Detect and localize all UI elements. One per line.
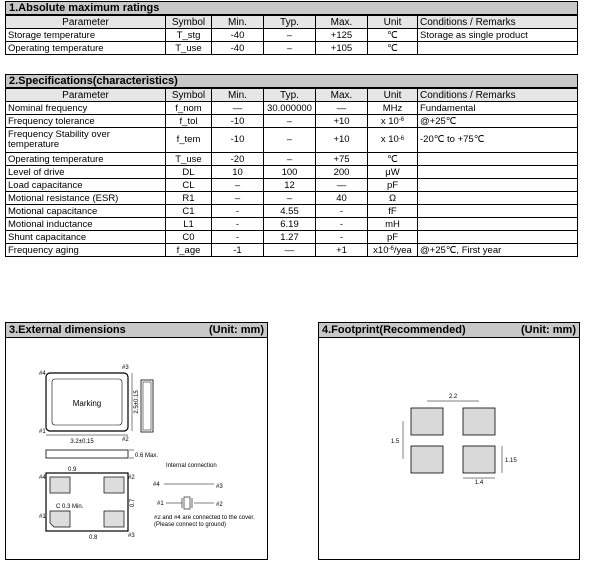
table-cell: f_nom (166, 102, 212, 115)
table-header-row (6, 16, 578, 29)
absolute-max-ratings-section (5, 1, 578, 55)
table-cell: +10 (316, 115, 368, 128)
table-cell: Fundamental (418, 102, 578, 115)
table-cell (418, 153, 578, 166)
table-cell: +1 (316, 244, 368, 257)
table-cell: Nominal frequency (6, 102, 166, 115)
unit-exponent: -6 (398, 116, 405, 123)
table-cell: Load capacitance (6, 179, 166, 192)
footprint-pad-bottom-right (463, 446, 495, 473)
table-cell: Storage as single product (418, 29, 578, 42)
bottom-pin2-label: #2 (128, 475, 135, 481)
table-cell: – (264, 115, 316, 128)
table-cell: – (212, 179, 264, 192)
pin2-label: #2 (122, 437, 129, 443)
table-cell: - (316, 218, 368, 231)
specifications-table (5, 88, 578, 257)
table-cell: Ω (368, 192, 418, 205)
package-front-view (46, 450, 128, 458)
table-cell: R1 (166, 192, 212, 205)
footprint-dim-bottom: 1.4 (474, 480, 484, 486)
table-cell: μW (368, 166, 418, 179)
table-cell: 40 (316, 192, 368, 205)
table-cell: 30.000000 (264, 102, 316, 115)
corner-label: C 0.3 Min. (56, 504, 84, 510)
table-cell: pF (368, 231, 418, 244)
table-row (6, 166, 578, 179)
column-header: Min. (212, 16, 264, 29)
panel-unit: (Unit: mm) (209, 324, 264, 336)
table-cell: C1 (166, 205, 212, 218)
table-cell: @+25℃ (418, 115, 578, 128)
table-cell (418, 231, 578, 244)
specifications-section (5, 74, 578, 257)
table-cell: Motional capacitance (6, 205, 166, 218)
table-cell: ℃ (368, 153, 418, 166)
table-cell: f_age (166, 244, 212, 257)
table-cell: Frequency tolerance (6, 115, 166, 128)
column-header: Typ. (264, 89, 316, 102)
column-header: Typ. (264, 16, 316, 29)
table-cell: – (264, 128, 316, 153)
table-cell: — (264, 244, 316, 257)
table-cell: – (264, 29, 316, 42)
table-cell: - (212, 205, 264, 218)
panel-header (319, 323, 579, 338)
table-cell: -1 (212, 244, 264, 257)
column-header: Conditions / Remarks (418, 16, 578, 29)
table-cell (418, 218, 578, 231)
column-header: Symbol (166, 16, 212, 29)
table-row (6, 244, 578, 257)
table-cell: Level of drive (6, 166, 166, 179)
table-cell: +125 (316, 29, 368, 42)
column-header: Symbol (166, 89, 212, 102)
panel-unit: (Unit: mm) (521, 324, 576, 336)
column-header: Parameter (6, 16, 166, 29)
column-header: Unit (368, 89, 418, 102)
table-cell (368, 115, 418, 128)
table-cell (368, 128, 418, 153)
table-cell: DL (166, 166, 212, 179)
section-title: 2.Specifications(characteristics) (5, 74, 578, 88)
schematic-pin4: #4 (153, 482, 160, 488)
table-cell: 200 (316, 166, 368, 179)
panel-title: 4.Footprint(Recommended) (322, 324, 466, 336)
table-cell: -40 (212, 29, 264, 42)
footprint-dim-top: 2.2 (448, 394, 458, 400)
unit-exponent: -6 (388, 245, 394, 252)
table-header-row (6, 89, 578, 102)
table-cell: Operating temperature (6, 42, 166, 55)
table-cell: -20 (212, 153, 264, 166)
table-cell: +75 (316, 153, 368, 166)
unit-base: x10 (373, 244, 389, 256)
table-cell (418, 192, 578, 205)
table-row (6, 218, 578, 231)
table-cell: - (316, 205, 368, 218)
table-cell: -10 (212, 128, 264, 153)
table-cell: +10 (316, 128, 368, 153)
table-cell: – (264, 192, 316, 205)
bottom-pin3-label: #3 (128, 533, 135, 539)
table-cell: -40 (212, 42, 264, 55)
table-cell: Storage temperature (6, 29, 166, 42)
marking-label: Marking (72, 399, 102, 408)
table-cell: L1 (166, 218, 212, 231)
table-row (6, 29, 578, 42)
connection-note: #2 and #4 are connected to the cover. (Please connect to ground) (154, 515, 255, 528)
table-row (6, 42, 578, 55)
column-header: Max. (316, 16, 368, 29)
external-dimensions-drawing (6, 338, 267, 558)
table-cell: - (212, 218, 264, 231)
table-cell: — (316, 102, 368, 115)
table-cell: – (264, 153, 316, 166)
table-cell: — (212, 102, 264, 115)
table-cell: f_tol (166, 115, 212, 128)
table-cell: - (212, 231, 264, 244)
table-cell: T_use (166, 153, 212, 166)
table-cell: — (316, 179, 368, 192)
table-cell (418, 42, 578, 55)
table-cell: Operating temperature (6, 153, 166, 166)
table-cell (418, 166, 578, 179)
column-header: Unit (368, 16, 418, 29)
table-row (6, 179, 578, 192)
table-cell: CL (166, 179, 212, 192)
table-cell: 6.19 (264, 218, 316, 231)
internal-connection-label: Internal connection (166, 463, 217, 469)
unit-base: x 10 (380, 134, 399, 145)
table-cell: Motional resistance (ESR) (6, 192, 166, 205)
table-cell: – (264, 42, 316, 55)
unit-suffix: /yea (393, 244, 412, 256)
crystal-symbol (184, 497, 190, 509)
pin4-label: #4 (39, 371, 46, 377)
panel-header (6, 323, 267, 338)
unit-base: x 10 (380, 115, 399, 127)
pad-1 (50, 511, 70, 527)
table-cell: T_use (166, 42, 212, 55)
table-cell: pF (368, 179, 418, 192)
section-title: 1.Absolute maximum ratings (5, 1, 578, 15)
table-cell: -10 (212, 115, 264, 128)
table-cell: 1.27 (264, 231, 316, 244)
footprint-pad-bottom-left (411, 446, 443, 473)
bottom-pin4-label: #4 (39, 475, 46, 481)
pad-dimension-c: 0.8 (89, 535, 98, 541)
column-header: Parameter (6, 89, 166, 102)
footprint-pad-top-right (463, 408, 495, 435)
pad-dimension-a: 0.9 (68, 467, 77, 473)
table-row (6, 192, 578, 205)
schematic-pin1: #1 (157, 501, 164, 507)
table-cell: -20℃ to +75℃ (418, 128, 578, 153)
column-header: Min. (212, 89, 264, 102)
table-cell (418, 205, 578, 218)
bottom-pin1-label: #1 (39, 514, 46, 520)
table-cell: 4.55 (264, 205, 316, 218)
table-cell: Shunt capacitance (6, 231, 166, 244)
pin1-label: #1 (39, 429, 46, 435)
pad-2 (104, 511, 124, 527)
schematic-pin3: #3 (216, 484, 223, 490)
table-cell: T_stg (166, 29, 212, 42)
pad-dimension-b: 0.7 (130, 498, 136, 508)
footprint-dim-left: 1.5 (390, 439, 400, 445)
internal-connection-schematic (153, 482, 223, 509)
footprint-drawing (319, 338, 579, 558)
pad-4 (50, 477, 70, 493)
pin3-label: #3 (122, 365, 129, 371)
table-cell: @+25℃, First year (418, 244, 578, 257)
table-cell: – (212, 192, 264, 205)
column-header: Max. (316, 89, 368, 102)
table-cell: Frequency aging (6, 244, 166, 257)
footprint-panel (318, 322, 580, 560)
table-cell: 12 (264, 179, 316, 192)
table-cell (418, 179, 578, 192)
table-cell: MHz (368, 102, 418, 115)
panel-title: 3.External dimensions (9, 324, 126, 336)
table-cell (368, 244, 418, 257)
table-row (6, 128, 578, 153)
table-row (6, 102, 578, 115)
table-cell: ℃ (368, 29, 418, 42)
absolute-max-ratings-table (5, 15, 578, 55)
table-cell: f_tem (166, 128, 212, 153)
external-dimensions-panel (5, 322, 268, 560)
table-row (6, 231, 578, 244)
table-cell: 100 (264, 166, 316, 179)
width-dimension: 3.2±0.15 (70, 439, 94, 445)
table-cell: C0 (166, 231, 212, 244)
table-cell: mH (368, 218, 418, 231)
unit-exponent: -6 (398, 136, 405, 142)
table-cell: - (316, 231, 368, 244)
table-row (6, 115, 578, 128)
footprint-pad-top-left (411, 408, 443, 435)
height-dimension: 2.5±0.15 (134, 390, 140, 414)
table-cell: Frequency Stability over temperature (6, 128, 166, 153)
footprint-dim-right: 1.15 (505, 458, 517, 464)
table-cell: Motional inductance (6, 218, 166, 231)
column-header: Conditions / Remarks (418, 89, 578, 102)
thickness-label: 0.6 Max. (135, 453, 159, 459)
table-row (6, 153, 578, 166)
table-cell: fF (368, 205, 418, 218)
table-cell: ℃ (368, 42, 418, 55)
schematic-pin2: #2 (216, 502, 223, 508)
table-cell: +105 (316, 42, 368, 55)
table-row (6, 205, 578, 218)
pad-3 (104, 477, 124, 493)
table-cell: 10 (212, 166, 264, 179)
